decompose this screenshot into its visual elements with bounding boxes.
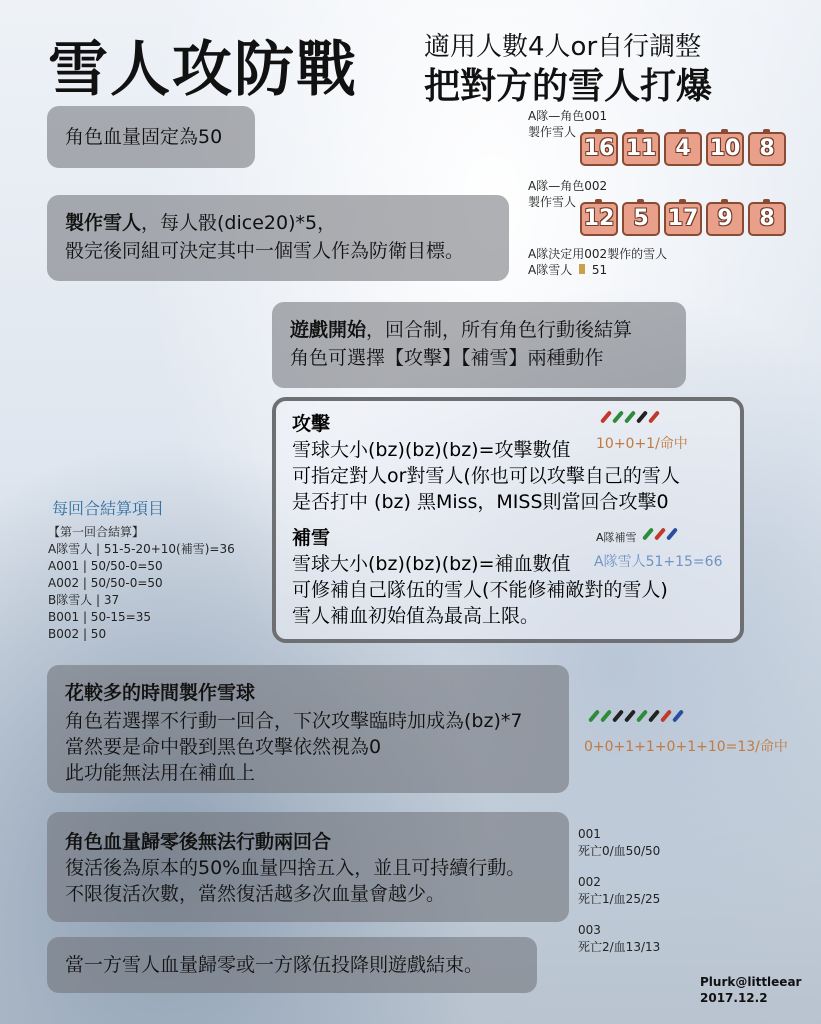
subtitle-players: 適用人數4人or自行調整 [424,32,702,62]
attack-line1: 雪球大小(bz)(bz)(bz)=攻擊數值 [292,439,571,461]
repair-heading: 補雪 [292,527,331,549]
die: 4 [664,132,702,166]
repair-example-label: A隊補雪 [596,531,637,544]
game-start-heading: 遊戲開始 [290,319,367,341]
revive-id: 001 [578,827,601,841]
dice-row2 [580,202,790,236]
hp-rule-box [47,106,255,168]
extra-snowball-heading: 花較多的時間製作雪球 [65,682,256,704]
revive-id: 002 [578,875,601,889]
repair-pins-icon [646,531,682,544]
extra-snowball-line2: 當然要是命中骰到黑色攻擊依然視為0 [65,736,382,758]
die: 9 [706,202,744,236]
die: 8 [748,202,786,236]
die: 12 [580,202,618,236]
game-start-line2: 角色可選擇【攻擊】【補雪】兩種動作 [290,347,604,369]
revive-heading: 角色血量歸零後無法行動兩回合 [65,831,332,853]
settlement-line: A001 | 50/50-0=50 [48,559,163,573]
revive-status: 死亡0/血50/50 [578,844,661,858]
die: 11 [622,132,660,166]
game-start-line1: ，回合制，所有角色行動後結算 [366,319,633,341]
repair-example: A隊雪人51+15=66 [594,554,723,570]
make-snowman-line1: ，每人骰(dice20)*5， [141,212,337,234]
dice-note2: A隊雪人 [528,263,573,277]
footer-date: 2017.12.2 [700,991,768,1005]
attack-pins-icon [604,409,664,428]
dice-row1-label2: 製作雪人 [528,125,577,139]
hp-rule-text: 角色血量固定為50 [65,126,223,148]
game-start-box [272,302,686,388]
footer-author: Plurk@littleear [700,975,802,989]
game-end-text: 當一方雪人血量歸零或一方隊伍投降則遊戲結束。 [65,954,484,976]
make-snowman-heading: 製作雪人 [65,212,142,234]
dice-row1-label: A隊—角色001 [528,109,608,123]
subtitle-goal: 把對方的雪人打爆 [424,66,713,107]
die: 10 [706,132,744,166]
dice-note1: A隊決定用002製作的雪人 [528,247,668,261]
extra-snowball-box [47,665,569,793]
dice-row1 [580,132,790,166]
settlement-list [48,524,235,643]
extra-snowball-line3: 此功能無法用在補血上 [65,762,256,784]
dice-example [528,108,798,278]
dice-row2-label: A隊—角色002 [528,179,608,193]
revive-id: 003 [578,923,601,937]
revive-line2: 不限復活次數，當然復活越多次血量會越少。 [65,883,446,905]
repair-line2: 可修補自己隊伍的雪人(不能修補敵對的雪人) [292,579,668,601]
actions-panel [272,397,744,643]
attack-line3: 是否打中 (bz) 黑Miss，MISS則當回合攻擊0 [292,491,669,513]
attack-heading: 攻擊 [292,413,331,435]
settlement-line: 【第一回合結算】 [48,525,145,539]
settlement-line: A002 | 50/50-0=50 [48,576,163,590]
dice-row2-label2: 製作雪人 [528,195,577,209]
make-snowman-box [47,195,509,281]
revive-box [47,812,569,922]
revive-status: 死亡1/血25/25 [578,892,661,906]
make-snowman-line2: 骰完後同組可決定其中一個雪人作為防衛目標。 [65,240,465,262]
repair-line3: 雪人補血初始值為最高上限。 [292,605,540,627]
game-end-box [47,937,537,993]
die: 16 [580,132,618,166]
revive-line1: 復活後為原本的50%血量四捨五入，並且可持續行動。 [65,857,526,879]
extra-pins-icon [592,708,688,727]
extra-snowball-line1: 角色若選擇不行動一回合，下次攻擊臨時加成為(bz)*7 [65,710,523,732]
extra-example: 0+0+1+1+0+1+10=13/命中 [584,739,788,755]
settlement-line: B隊雪人 | 37 [48,593,120,607]
dice-note2-value: 51 [591,263,608,277]
footer [700,974,801,1006]
attack-example: 10+0+1/命中 [596,436,688,452]
attack-line2: 可指定對人or對雪人(你也可以攻擊自己的雪人 [292,465,680,487]
die: 5 [622,202,660,236]
page-title: 雪人攻防戰 [48,35,358,105]
settlement-line: B001 | 50-15=35 [48,610,152,624]
settlement-title: 每回合結算項目 [52,499,165,518]
revive-status: 死亡2/血13/13 [578,940,661,954]
die: 17 [664,202,702,236]
die: 8 [748,132,786,166]
snowman-hp-icon [579,264,585,274]
settlement-line: A隊雪人 | 51-5-20+10(補雪)=36 [48,542,235,556]
repair-line1: 雪球大小(bz)(bz)(bz)=補血數值 [292,553,571,575]
settlement-line: B002 | 50 [48,627,107,641]
revive-examples [578,826,660,956]
